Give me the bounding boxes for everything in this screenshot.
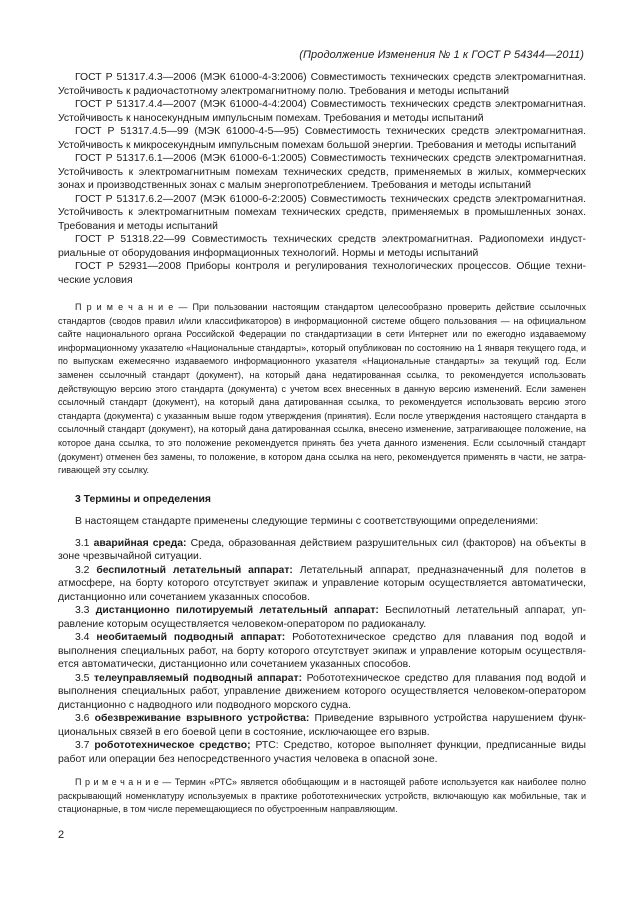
references-list — [58, 71, 586, 287]
term-entry — [58, 672, 586, 713]
term-definition: Приведение взрывного устройства нарушением функциональных связей в его боевой цепи в состояние, исключающее его взрыв. — [58, 713, 586, 738]
term-number: 3.7 — [75, 740, 95, 752]
note-referenced-standards — [58, 301, 586, 478]
reference-item: ГОСТ Р 51318.22—99 Совместимость технических средств электромагнитная. Радиопомехи индустриальные от оборудования информационных технологий. Нормы и методы испытаний — [58, 234, 586, 259]
note-rts-term — [58, 776, 586, 817]
term-name: аварийная среда: — [93, 537, 187, 549]
reference-item: ГОСТ Р 51317.6.2—2007 (МЭК 61000-6-2:2005) Совместимость технических средств электромагнитная. Устойчивость к электромагнитным помехам технических средств, применяемых в промышленных зонах. Требования и методы испытаний — [58, 193, 586, 232]
term-entry — [58, 739, 586, 766]
term-definition: РТС: Средство, которое выполняет функции, предписанные виды работ или операции без непосредственного участия человека в опасной зоне. — [58, 740, 586, 765]
note-label: П р и м е ч а н и е — [75, 777, 159, 788]
term-entry — [58, 564, 586, 605]
term-number: 3.6 — [75, 713, 95, 725]
term-number: 3.4 — [75, 632, 97, 644]
term-definition: Беспилотный летательный аппарат, управление которым осуществляется человеком-оператором по радиоканалу. — [58, 605, 586, 630]
page-number: 2 — [58, 829, 65, 841]
term-number: 3.1 — [75, 537, 94, 549]
reference-item: ГОСТ Р 51317.4.3—2006 (МЭК 61000-4-3:2006) Совместимость технических средств электромагнитная. Устойчивость к радиочастотному электромагнитному полю. Требования и методы испытаний — [58, 72, 586, 97]
section-intro: В настоящем стандарте применены следующие термины с соответствующими определениями: — [75, 516, 539, 528]
note-label: П р и м е ч а н и е — [75, 302, 174, 312]
document-body — [58, 71, 586, 817]
section-title: 3 Термины и определения — [75, 493, 211, 505]
term-number: 3.3 — [75, 605, 96, 617]
reference-item: ГОСТ Р 51317.4.4—2007 (МЭК 61000-4-4:2004) Совместимость технических средств электромагнитная. Устойчивость к наносекундным импульсным помехам. Требования и методы испытаний — [58, 99, 586, 124]
term-definition: Среда, образованная действием разрушительных сил (факторов) на объекты в зоне чрезвычайной ситуации. — [58, 537, 586, 563]
note-text: — Термин «РТС» является обобщающим и в настоящей работе используется как наиболее полно раскрывающий номенклатуру используемых в практике робототехнических устройств, включающую как мобильные, так и стационарные, в том числе перемещающиеся по обустроенным направляющим. — [58, 777, 587, 815]
term-number: 3.2 — [75, 564, 97, 576]
term-name: беспилотный летательный аппарат: — [96, 564, 293, 576]
term-entry — [58, 537, 586, 564]
term-entry — [58, 631, 586, 672]
term-definition: Робототехническое средство для плавания под водой и выполнения специальных работ, на борту которого отсутствует экипаж и управление которым осуществляется автоматически, дистанционно или сочетанием указанных способов. — [58, 632, 586, 671]
term-definition: Робототехническое средство для плавания под водой и выполнения специальных работ, управление движением которого осуществляется человеком-оператором дистанционно с надводного или подводного морского судна. — [58, 672, 586, 711]
term-definition: Летательный аппарат, предназначенный для полетов в атмосфере, на борту которого отсутствует экипаж и управление которым осуществляется автоматически, дистанционно или сочетанием указанных способов. — [58, 564, 586, 603]
term-name: дистанционно пилотируемый летательный аппарат: — [95, 605, 379, 617]
term-name: робототехническое средство; — [94, 740, 251, 752]
term-name: обезвреживание взрывного устройства: — [94, 713, 310, 725]
reference-item: ГОСТ Р 51317.4.5—99 (МЭК 61000-4-5—95) Совместимость технических средств электромагнитная. Устойчивость к микросекундным импульсным помехам большой энергии. Требования и методы испытаний — [58, 126, 586, 151]
term-number: 3.5 — [75, 672, 94, 684]
term-name: телеуправляемый подводный аппарат: — [93, 672, 303, 684]
note-text: — При пользовании настоящим стандартом целесообразно проверить действие ссылочных стандартов (сводов правил и/или классификаторов) в информационной системе общего пользования — на официальном сайте национального органа Российской Федерации по стандартизации в сети Интернет или по ежегодно издаваемому информационному указателю «Национальные стандарты», который опубликован по состоянию на 1 января текущего года, и по выпускам ежемесячно издаваемого информационного указателя «Национальные стандарты» за текущий год. Если заменен ссылочный стандарт (документ), на который дана недатированная ссылка, то рекомендуется использовать действующую версию этого стандарта (документа) с учетом всех внесенных в данную версию изменений. Если заменен ссылочный стандарт (документ), на который дана датированная ссылка, то рекомендуется использовать версию этого стандарта (документа) с указанным выше годом утверждения (принятия). Если после утверждения настоящего стандарта в ссылочный стандарт (документ), на который дана датированная ссылка, внесено изменение, затрагивающее положение, на которое дана ссылка, то это положение рекомендуется принять без учета данного изменения. Если ссылочный стандарт (документ) отменен без замены, то положение, в котором дана ссылка на него, рекомендуется применять в части, не затрагивающей эту ссылку. — [58, 302, 586, 476]
reference-item: ГОСТ Р 51317.6.1—2006 (МЭК 61000-6-1:2005) Совместимость технических средств электромагнитная. Устойчивость к электромагнитным помехам технических средств, применяемых в жилых, коммерческих зонах и производственных зонах с малым энергопотреблением. Требования и методы испытаний — [58, 153, 586, 191]
term-name: необитаемый подводный аппарат: — [96, 632, 286, 644]
reference-item: ГОСТ Р 52931—2008 Приборы контроля и регулирования технологических процессов. Общие технические условия — [58, 261, 586, 286]
continuation-header: (Продолжение Изменения № 1 к ГОСТ Р 54344—2011) — [299, 49, 584, 61]
terms-list — [58, 537, 586, 767]
term-entry — [58, 712, 586, 739]
term-entry — [58, 604, 586, 631]
